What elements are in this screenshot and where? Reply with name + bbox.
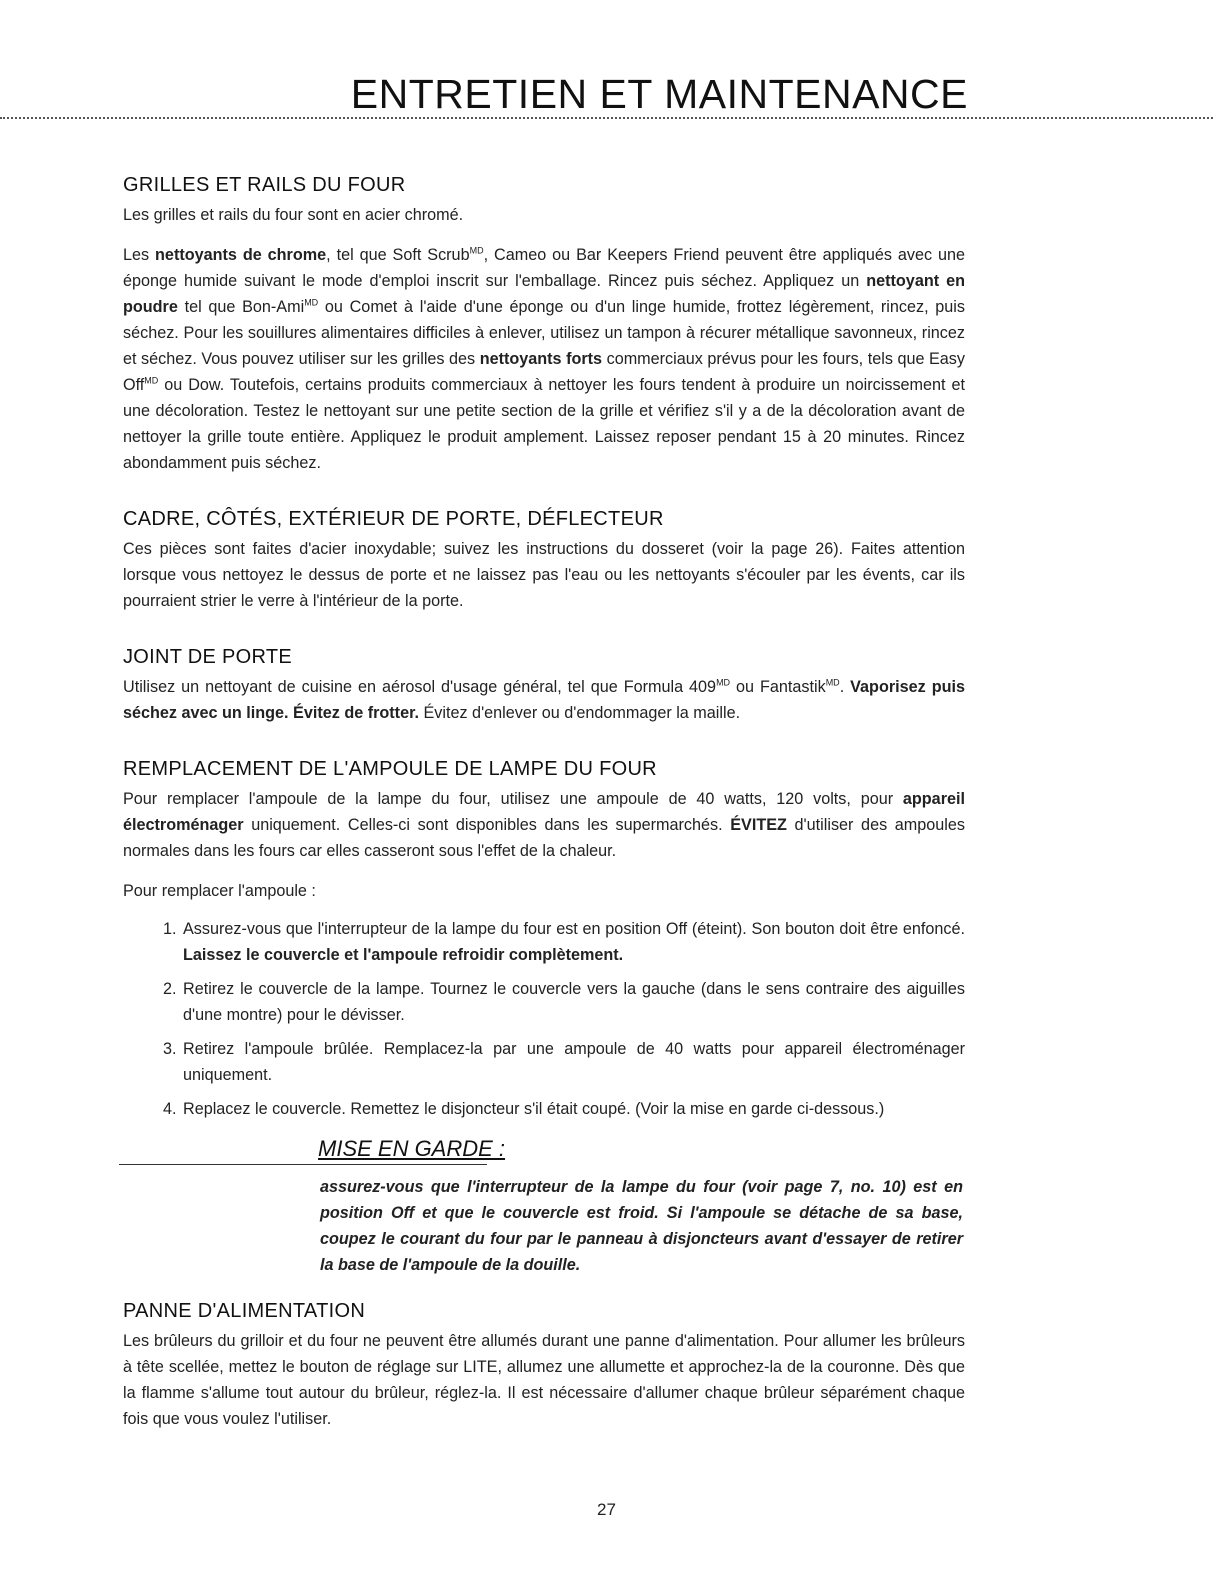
section-heading-grilles: GRILLES ET RAILS DU FOUR xyxy=(123,174,406,196)
bold-term-chrome-cleaners: nettoyants de chrome xyxy=(155,246,327,264)
list-item: 1. Assurez-vous que l'interrupteur de la lampe du four est en position Off (éteint). Son bouton doit être enfoncé. Laissez le couvercle et l'ampoule refroidir complètement. xyxy=(181,916,965,968)
section-grilles xyxy=(123,172,965,476)
section-heading-cadre: CADRE, CÔTÉS, EXTÉRIEUR DE PORTE, DÉFLECTEUR xyxy=(123,508,664,530)
section-heading-ampoule: REMPLACEMENT DE L'AMPOULE DE LAMPE DU FOUR xyxy=(123,758,657,780)
caution-title: MISE EN GARDE : xyxy=(318,1136,506,1161)
list-item: 3. Retirez l'ampoule brûlée. Remplacez-la par une ampoule de 40 watts pour appareil électroménager uniquement. xyxy=(181,1036,965,1088)
bold-term-appliance: appareil électroménager xyxy=(123,790,965,834)
bold-term-avoid: ÉVITEZ xyxy=(730,816,787,834)
bold-term-strong-cleaners: nettoyants forts xyxy=(479,350,603,368)
section-heading-joint: JOINT DE PORTE xyxy=(123,646,293,668)
page-number: 27 xyxy=(597,1500,616,1519)
list-item: 2. Retirez le couvercle de la lampe. Tournez le couvercle vers la gauche (dans le sens contraire des aiguilles d'une montre) pour le dévisser. xyxy=(181,976,965,1028)
grilles-paragraph: Les nettoyants de chrome, tel que Soft Scrub$^{MD}$, Cameo ou Bar Keepers Friend peuvent être appliqués avec une éponge humide suivant le mode d'emploi inscrit sur l'emballage. Rincez puis séchez. Appliquez un nettoyant en poudre tel que Bon-Ami$^{MD}$ ou Comet à l'aide d'une éponge ou d'un linge humide, frottez légèrement, rincez, puis séchez. Pour les souillures alimentaires difficiles à enlever, utilisez un tampon à récurer métallique savonneux, rincez et séchez. Vous pouvez utiliser sur les grilles des nettoyants forts commerciaux prévus pour les fours, tels que Easy Off$^{MD}$ ou Dow. Toutefois, certains produits commerciaux à nettoyer les fours tendent à produire un noircissement et une décoloration. Testez le nettoyant sur une petite section de la grille et vérifiez s'il y a de la décoloration avant de nettoyer la grille toute entière. Appliquez le produit amplement. Laissez reposer pendant 15 à 20 minutes. Rincez abondamment puis séchez. xyxy=(123,245,966,472)
caution-divider xyxy=(119,1164,487,1165)
trademark-mark: MD xyxy=(469,245,484,256)
section-joint xyxy=(123,644,965,726)
grilles-intro: Les grilles et rails du four sont en acier chromé. xyxy=(123,206,464,224)
page-title: ENTRETIEN ET MAINTENANCE xyxy=(350,71,968,117)
caution-text: assurez-vous que l'interrupteur de la lampe du four (voir page 7, no. 10) est en position Off et que le couvercle est froid. Si l'ampoule se détache de sa base, coupez le courant du four par le panneau à disjoncteurs avant d'essayer de retirer la base de l'ampoule de la douille. xyxy=(320,1178,963,1274)
section-heading-panne: PANNE D'ALIMENTATION xyxy=(123,1300,366,1322)
joint-paragraph: Utilisez un nettoyant de cuisine en aérosol d'usage général, tel que Formula $409^{MD}$ ou Fantastik$^{MD}$. Vaporisez puis séchez avec un linge. Évitez de frotter. Évitez d'enlever ou d'endommager la maille. xyxy=(123,677,965,722)
trademark-mark: MD xyxy=(304,297,319,308)
cadre-paragraph: Ces pièces sont faites d'acier inoxydable; suivez les instructions du dosseret (voir la page 26). Faites attention lorsque vous nettoyez le dessus de porte et ne laissez pas l'eau ou les nettoyants s'écouler par les évents, car ils pourraient strier le verre à l'intérieur de la porte. xyxy=(123,540,965,610)
trademark-mark: MD xyxy=(716,677,731,688)
section-ampoule xyxy=(123,756,965,1122)
caution-box xyxy=(123,1136,965,1284)
bold-term-powder-cleaner: nettoyant en poudre xyxy=(123,272,965,316)
bold-instruction: Laissez le couvercle et l'ampoule refroidir complètement. xyxy=(183,946,624,964)
title-divider xyxy=(0,117,1213,119)
steps-list xyxy=(123,916,965,1122)
trademark-mark: MD xyxy=(144,375,159,386)
page-content xyxy=(123,172,965,1432)
trademark-mark: MD xyxy=(825,677,840,688)
list-item: 4. Replacez le couvercle. Remettez le disjoncteur s'il était coupé. (Voir la mise en garde ci-dessous.) xyxy=(181,1096,965,1122)
section-panne xyxy=(123,1298,965,1432)
bold-instruction: Vaporisez puis séchez avec un linge. Évitez de frotter. xyxy=(123,678,965,722)
panne-paragraph: Les brûleurs du grilloir et du four ne peuvent être allumés durant une panne d'alimentation. Pour allumer les brûleurs à tête scellée, mettez le bouton de réglage sur LITE, allumez une allumette et approchez-la de la couronne. Dès que la flamme s'allume tout autour du brûleur, réglez-la. Il est nécessaire d'allumer chaque brûleur séparément chaque fois que vous voulez l'utiliser. xyxy=(123,1332,965,1428)
section-cadre xyxy=(123,506,965,614)
steps-intro: Pour remplacer l'ampoule : xyxy=(123,882,316,900)
ampoule-paragraph: Pour remplacer l'ampoule de la lampe du four, utilisez une ampoule de 40 watts, 120 volts, pour appareil électroménager uniquement. Celles-ci sont disponibles dans les supermarchés. ÉVITEZ d'utiliser des ampoules normales dans les fours car elles casseront sous l'effet de la chaleur. xyxy=(123,790,965,860)
